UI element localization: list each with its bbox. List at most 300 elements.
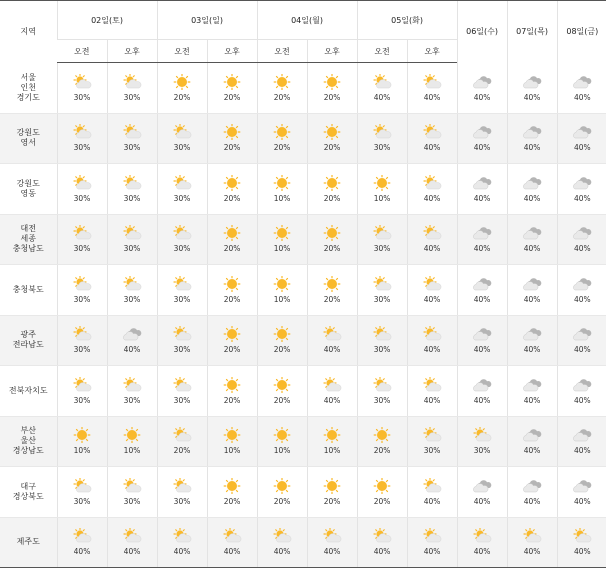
precip-chance: 30% bbox=[473, 446, 491, 456]
cloudy-icon bbox=[522, 124, 542, 140]
sunny-icon bbox=[172, 74, 192, 90]
date-header: 07일(목) bbox=[507, 1, 557, 63]
precip-chance: 20% bbox=[273, 395, 291, 405]
precip-chance: 30% bbox=[73, 294, 91, 304]
precip-chance: 40% bbox=[523, 92, 541, 102]
partly-cloudy-icon bbox=[172, 124, 192, 140]
precip-chance: 10% bbox=[73, 446, 91, 456]
table-row bbox=[0, 214, 606, 265]
precip-chance: 40% bbox=[423, 496, 441, 506]
forecast-cell bbox=[457, 113, 507, 164]
cloudy-icon bbox=[472, 225, 492, 241]
precip-chance: 40% bbox=[423, 547, 441, 557]
forecast-cell bbox=[57, 214, 107, 265]
precip-chance: 30% bbox=[73, 244, 91, 254]
forecast-cell bbox=[557, 63, 606, 114]
precip-chance: 40% bbox=[323, 547, 341, 557]
cloudy-icon bbox=[572, 276, 592, 292]
cloudy-icon bbox=[572, 124, 592, 140]
forecast-cell bbox=[307, 366, 357, 417]
precip-chance: 40% bbox=[573, 92, 591, 102]
partly-cloudy-icon bbox=[172, 478, 192, 494]
partly-cloudy-icon bbox=[522, 528, 542, 544]
sunny-icon bbox=[222, 175, 242, 191]
forecast-cell bbox=[507, 366, 557, 417]
am-header: 오전 bbox=[57, 40, 107, 63]
precip-chance: 10% bbox=[273, 294, 291, 304]
precip-chance: 20% bbox=[323, 92, 341, 102]
precip-chance: 20% bbox=[323, 193, 341, 203]
precip-chance: 40% bbox=[523, 547, 541, 557]
precip-chance: 30% bbox=[73, 143, 91, 153]
forecast-cell bbox=[157, 517, 207, 568]
precip-chance: 40% bbox=[473, 294, 491, 304]
forecast-cell bbox=[207, 416, 257, 467]
forecast-cell bbox=[157, 366, 207, 417]
partly-cloudy-icon bbox=[422, 124, 442, 140]
sunny-icon bbox=[272, 124, 292, 140]
precip-chance: 40% bbox=[223, 547, 241, 557]
forecast-cell bbox=[157, 63, 207, 114]
cloudy-icon bbox=[572, 175, 592, 191]
forecast-cell bbox=[207, 366, 257, 417]
forecast-cell bbox=[257, 63, 307, 114]
sunny-icon bbox=[222, 326, 242, 342]
forecast-cell bbox=[557, 113, 606, 164]
sunny-icon bbox=[272, 427, 292, 443]
region-name bbox=[0, 214, 57, 265]
precip-chance: 20% bbox=[273, 345, 291, 355]
precip-chance: 30% bbox=[373, 345, 391, 355]
precip-chance: 30% bbox=[173, 193, 191, 203]
region-name-line: 전북자치도 bbox=[8, 385, 48, 395]
forecast-cell bbox=[557, 164, 606, 215]
forecast-cell bbox=[307, 315, 357, 366]
partly-cloudy-icon bbox=[322, 326, 342, 342]
precip-chance: 20% bbox=[323, 143, 341, 153]
forecast-cell bbox=[157, 164, 207, 215]
am-header: 오전 bbox=[257, 40, 307, 63]
precip-chance: 30% bbox=[173, 395, 191, 405]
forecast-cell bbox=[257, 265, 307, 316]
cloudy-icon bbox=[472, 175, 492, 191]
table-row bbox=[0, 265, 606, 316]
forecast-cell bbox=[457, 63, 507, 114]
forecast-cell bbox=[557, 366, 606, 417]
partly-cloudy-icon bbox=[72, 175, 92, 191]
forecast-cell bbox=[107, 467, 157, 518]
precip-chance: 30% bbox=[123, 193, 141, 203]
precip-chance: 40% bbox=[423, 244, 441, 254]
forecast-cell bbox=[57, 315, 107, 366]
region-header: 지역 bbox=[0, 1, 57, 63]
precip-chance: 10% bbox=[273, 244, 291, 254]
forecast-cell bbox=[257, 366, 307, 417]
forecast-cell bbox=[457, 416, 507, 467]
cloudy-icon bbox=[472, 478, 492, 494]
region-name-line: 대전 bbox=[20, 224, 36, 234]
sunny-icon bbox=[122, 427, 142, 443]
precip-chance: 30% bbox=[123, 143, 141, 153]
forecast-cell bbox=[357, 265, 407, 316]
forecast-cell bbox=[57, 164, 107, 215]
sunny-icon bbox=[272, 175, 292, 191]
region-name-line: 충청북도 bbox=[12, 284, 44, 294]
sunny-icon bbox=[322, 124, 342, 140]
precip-chance: 40% bbox=[573, 345, 591, 355]
forecast-cell bbox=[107, 366, 157, 417]
precip-chance: 30% bbox=[73, 193, 91, 203]
precip-chance: 30% bbox=[73, 395, 91, 405]
forecast-cell bbox=[557, 265, 606, 316]
forecast-cell bbox=[57, 366, 107, 417]
partly-cloudy-icon bbox=[122, 175, 142, 191]
precip-chance: 40% bbox=[473, 345, 491, 355]
cloudy-icon bbox=[472, 276, 492, 292]
forecast-cell bbox=[407, 164, 457, 215]
cloudy-icon bbox=[522, 175, 542, 191]
forecast-cell bbox=[357, 113, 407, 164]
forecast-cell bbox=[107, 164, 157, 215]
date-header: 03일(일) bbox=[157, 1, 257, 40]
partly-cloudy-icon bbox=[172, 225, 192, 241]
precip-chance: 40% bbox=[423, 345, 441, 355]
precip-chance: 30% bbox=[123, 244, 141, 254]
precip-chance: 30% bbox=[173, 143, 191, 153]
precip-chance: 40% bbox=[573, 395, 591, 405]
precip-chance: 40% bbox=[523, 244, 541, 254]
precip-chance: 40% bbox=[573, 193, 591, 203]
partly-cloudy-icon bbox=[422, 326, 442, 342]
partly-cloudy-icon bbox=[372, 124, 392, 140]
precip-chance: 40% bbox=[523, 395, 541, 405]
precip-chance: 30% bbox=[173, 496, 191, 506]
sunny-icon bbox=[322, 74, 342, 90]
forecast-cell bbox=[257, 315, 307, 366]
precip-chance: 20% bbox=[373, 446, 391, 456]
precip-chance: 30% bbox=[173, 294, 191, 304]
forecast-cell bbox=[257, 467, 307, 518]
precip-chance: 20% bbox=[323, 496, 341, 506]
precip-chance: 10% bbox=[323, 446, 341, 456]
partly-cloudy-icon bbox=[172, 528, 192, 544]
partly-cloudy-icon bbox=[122, 225, 142, 241]
precip-chance: 40% bbox=[423, 294, 441, 304]
forecast-cell bbox=[157, 467, 207, 518]
forecast-cell bbox=[457, 265, 507, 316]
forecast-cell bbox=[357, 63, 407, 114]
forecast-cell bbox=[307, 517, 357, 568]
sunny-icon bbox=[222, 124, 242, 140]
precip-chance: 40% bbox=[473, 193, 491, 203]
precip-chance: 20% bbox=[223, 496, 241, 506]
forecast-cell bbox=[107, 113, 157, 164]
partly-cloudy-icon bbox=[372, 276, 392, 292]
sunny-icon bbox=[322, 175, 342, 191]
forecast-cell bbox=[107, 265, 157, 316]
forecast-body bbox=[0, 63, 606, 568]
precip-chance: 40% bbox=[473, 92, 491, 102]
precip-chance: 30% bbox=[423, 446, 441, 456]
sunny-icon bbox=[272, 377, 292, 393]
precip-chance: 20% bbox=[223, 395, 241, 405]
precip-chance: 40% bbox=[123, 547, 141, 557]
forecast-cell bbox=[57, 265, 107, 316]
partly-cloudy-icon bbox=[372, 326, 392, 342]
precip-chance: 40% bbox=[473, 547, 491, 557]
forecast-cell bbox=[357, 517, 407, 568]
forecast-cell bbox=[557, 315, 606, 366]
precip-chance: 40% bbox=[573, 496, 591, 506]
cloudy-icon bbox=[472, 124, 492, 140]
partly-cloudy-icon bbox=[72, 478, 92, 494]
precip-chance: 10% bbox=[273, 193, 291, 203]
partly-cloudy-icon bbox=[122, 377, 142, 393]
forecast-cell bbox=[357, 164, 407, 215]
forecast-cell bbox=[357, 214, 407, 265]
precip-chance: 20% bbox=[223, 244, 241, 254]
precip-chance: 20% bbox=[173, 92, 191, 102]
region-name-line: 경상남도 bbox=[12, 446, 44, 456]
cloudy-icon bbox=[122, 326, 142, 342]
precip-chance: 40% bbox=[423, 143, 441, 153]
forecast-cell bbox=[57, 517, 107, 568]
table-row bbox=[0, 164, 606, 215]
precip-chance: 20% bbox=[323, 294, 341, 304]
cloudy-icon bbox=[572, 377, 592, 393]
sunny-icon bbox=[322, 276, 342, 292]
precip-chance: 20% bbox=[273, 143, 291, 153]
precip-chance: 40% bbox=[73, 547, 91, 557]
forecast-cell bbox=[407, 214, 457, 265]
precip-chance: 20% bbox=[273, 92, 291, 102]
region-name-line: 부산 bbox=[20, 426, 36, 436]
forecast-cell bbox=[107, 315, 157, 366]
region-name-line: 세종 bbox=[20, 234, 36, 244]
precip-chance: 30% bbox=[73, 345, 91, 355]
partly-cloudy-icon bbox=[372, 74, 392, 90]
partly-cloudy-icon bbox=[122, 478, 142, 494]
forecast-cell bbox=[407, 416, 457, 467]
forecast-cell bbox=[407, 63, 457, 114]
region-name-line: 경기도 bbox=[16, 92, 40, 102]
region-name-line: 영서 bbox=[20, 138, 36, 148]
partly-cloudy-icon bbox=[72, 528, 92, 544]
forecast-cell bbox=[257, 214, 307, 265]
precip-chance: 40% bbox=[473, 244, 491, 254]
region-name-line: 제주도 bbox=[16, 537, 40, 547]
forecast-cell bbox=[457, 315, 507, 366]
table-row bbox=[0, 416, 606, 467]
forecast-cell bbox=[307, 63, 357, 114]
forecast-cell bbox=[407, 366, 457, 417]
region-name bbox=[0, 366, 57, 417]
partly-cloudy-icon bbox=[472, 528, 492, 544]
partly-cloudy-icon bbox=[572, 528, 592, 544]
forecast-cell bbox=[507, 214, 557, 265]
forecast-cell bbox=[307, 113, 357, 164]
sunny-icon bbox=[222, 225, 242, 241]
sunny-icon bbox=[222, 478, 242, 494]
precip-chance: 30% bbox=[173, 345, 191, 355]
forecast-cell bbox=[207, 265, 257, 316]
forecast-cell bbox=[507, 416, 557, 467]
precip-chance: 40% bbox=[323, 345, 341, 355]
forecast-cell bbox=[407, 113, 457, 164]
forecast-cell bbox=[107, 517, 157, 568]
precip-chance: 30% bbox=[123, 496, 141, 506]
precip-chance: 30% bbox=[373, 294, 391, 304]
partly-cloudy-icon bbox=[422, 74, 442, 90]
cloudy-icon bbox=[572, 478, 592, 494]
region-name-line: 대구 bbox=[20, 481, 36, 491]
partly-cloudy-icon bbox=[122, 74, 142, 90]
forecast-cell bbox=[257, 517, 307, 568]
date-header: 05일(화) bbox=[357, 1, 457, 40]
table-row bbox=[0, 315, 606, 366]
precip-chance: 40% bbox=[573, 547, 591, 557]
precip-chance: 40% bbox=[523, 345, 541, 355]
region-name-line: 충청남도 bbox=[12, 244, 44, 254]
pm-header: 오후 bbox=[107, 40, 157, 63]
sunny-icon bbox=[322, 225, 342, 241]
partly-cloudy-icon bbox=[422, 427, 442, 443]
precip-chance: 40% bbox=[523, 446, 541, 456]
forecast-cell bbox=[507, 164, 557, 215]
forecast-cell bbox=[157, 315, 207, 366]
pm-header: 오후 bbox=[307, 40, 357, 63]
cloudy-icon bbox=[522, 276, 542, 292]
precip-chance: 40% bbox=[523, 193, 541, 203]
cloudy-icon bbox=[522, 478, 542, 494]
region-name bbox=[0, 315, 57, 366]
cloudy-icon bbox=[572, 326, 592, 342]
forecast-cell bbox=[357, 315, 407, 366]
partly-cloudy-icon bbox=[422, 478, 442, 494]
sunny-icon bbox=[72, 427, 92, 443]
partly-cloudy-icon bbox=[372, 528, 392, 544]
precip-chance: 40% bbox=[373, 92, 391, 102]
cloudy-icon bbox=[572, 427, 592, 443]
forecast-cell bbox=[357, 467, 407, 518]
precip-chance: 40% bbox=[173, 547, 191, 557]
forecast-cell bbox=[207, 517, 257, 568]
precip-chance: 40% bbox=[473, 496, 491, 506]
sunny-icon bbox=[322, 427, 342, 443]
precip-chance: 30% bbox=[373, 395, 391, 405]
forecast-cell bbox=[207, 164, 257, 215]
partly-cloudy-icon bbox=[172, 326, 192, 342]
sunny-icon bbox=[372, 175, 392, 191]
forecast-cell bbox=[307, 265, 357, 316]
forecast-cell bbox=[407, 315, 457, 366]
sunny-icon bbox=[322, 478, 342, 494]
partly-cloudy-icon bbox=[72, 124, 92, 140]
forecast-cell bbox=[457, 366, 507, 417]
forecast-cell bbox=[107, 416, 157, 467]
forecast-cell bbox=[157, 214, 207, 265]
forecast-cell bbox=[457, 467, 507, 518]
partly-cloudy-icon bbox=[322, 528, 342, 544]
partly-cloudy-icon bbox=[272, 528, 292, 544]
forecast-cell bbox=[457, 517, 507, 568]
forecast-cell bbox=[407, 517, 457, 568]
precip-chance: 40% bbox=[123, 345, 141, 355]
partly-cloudy-icon bbox=[172, 175, 192, 191]
forecast-cell bbox=[107, 63, 157, 114]
cloudy-icon bbox=[522, 427, 542, 443]
sunny-icon bbox=[272, 326, 292, 342]
cloudy-icon bbox=[472, 74, 492, 90]
forecast-cell bbox=[207, 467, 257, 518]
region-name bbox=[0, 164, 57, 215]
precip-chance: 10% bbox=[273, 446, 291, 456]
forecast-cell bbox=[207, 63, 257, 114]
region-name bbox=[0, 265, 57, 316]
forecast-cell bbox=[307, 214, 357, 265]
cloudy-icon bbox=[522, 326, 542, 342]
precip-chance: 40% bbox=[573, 143, 591, 153]
forecast-cell bbox=[407, 467, 457, 518]
pm-header: 오후 bbox=[207, 40, 257, 63]
cloudy-icon bbox=[472, 377, 492, 393]
precip-chance: 20% bbox=[273, 496, 291, 506]
precip-chance: 40% bbox=[273, 547, 291, 557]
precip-chance: 30% bbox=[123, 395, 141, 405]
precip-chance: 10% bbox=[123, 446, 141, 456]
forecast-cell bbox=[57, 113, 107, 164]
forecast-cell bbox=[307, 164, 357, 215]
sunny-icon bbox=[372, 427, 392, 443]
sunny-icon bbox=[272, 74, 292, 90]
region-name bbox=[0, 517, 57, 568]
partly-cloudy-icon bbox=[372, 225, 392, 241]
precip-chance: 40% bbox=[523, 294, 541, 304]
forecast-cell bbox=[507, 113, 557, 164]
partly-cloudy-icon bbox=[172, 377, 192, 393]
table-row bbox=[0, 366, 606, 417]
pm-header: 오후 bbox=[407, 40, 457, 63]
table-row bbox=[0, 63, 606, 114]
table-row bbox=[0, 517, 606, 568]
partly-cloudy-icon bbox=[422, 528, 442, 544]
partly-cloudy-icon bbox=[72, 74, 92, 90]
cloudy-icon bbox=[522, 225, 542, 241]
partly-cloudy-icon bbox=[122, 276, 142, 292]
sunny-icon bbox=[222, 74, 242, 90]
region-name-line: 강원도 bbox=[16, 128, 40, 138]
partly-cloudy-icon bbox=[122, 124, 142, 140]
forecast-cell bbox=[507, 517, 557, 568]
forecast-cell bbox=[557, 517, 606, 568]
forecast-cell bbox=[357, 416, 407, 467]
partly-cloudy-icon bbox=[422, 225, 442, 241]
region-name-line: 서울 bbox=[20, 72, 36, 82]
partly-cloudy-icon bbox=[422, 276, 442, 292]
precip-chance: 20% bbox=[223, 143, 241, 153]
forecast-cell bbox=[157, 265, 207, 316]
forecast-cell bbox=[457, 214, 507, 265]
precip-chance: 40% bbox=[523, 496, 541, 506]
precip-chance: 30% bbox=[73, 92, 91, 102]
precip-chance: 40% bbox=[423, 193, 441, 203]
precip-chance: 30% bbox=[373, 244, 391, 254]
forecast-cell bbox=[507, 315, 557, 366]
forecast-cell bbox=[307, 416, 357, 467]
precip-chance: 40% bbox=[423, 92, 441, 102]
partly-cloudy-icon bbox=[72, 377, 92, 393]
am-header: 오전 bbox=[157, 40, 207, 63]
